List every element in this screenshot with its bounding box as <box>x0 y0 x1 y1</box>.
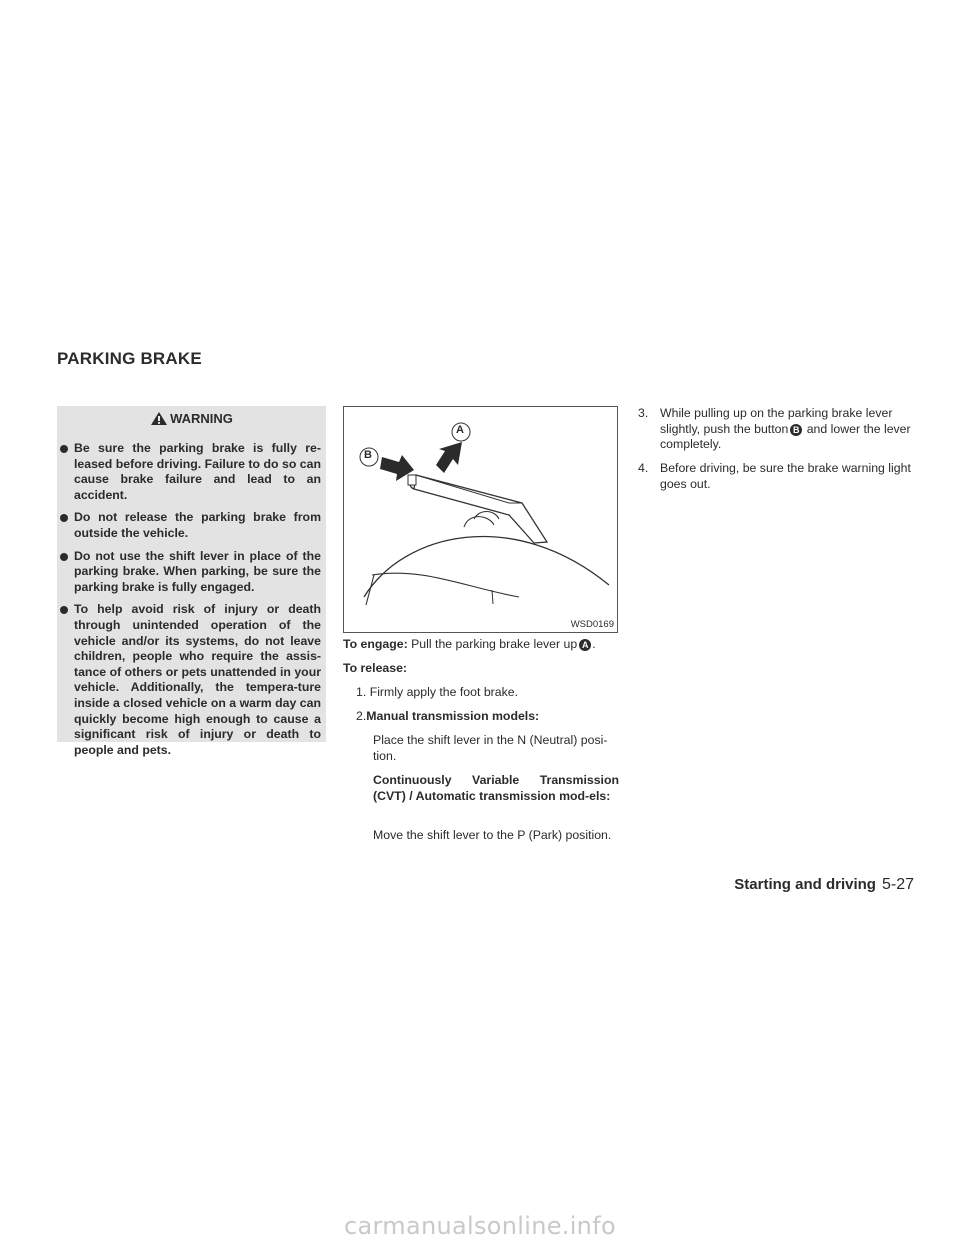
parking-brake-figure <box>343 406 618 633</box>
step-text: and lower the lever completely. <box>660 421 911 452</box>
marker-b-icon: B <box>790 424 802 436</box>
warning-bullet-text: Do not use the shift lever in place of the parking brake. When parking, be sure the parking brake is fully engaged. <box>74 548 321 594</box>
chapter-title: Starting and driving <box>734 876 876 893</box>
warning-bullet <box>57 441 321 503</box>
step-text: Firmly apply the foot brake. <box>369 685 518 699</box>
release-step-2-cvt: Move the shift lever to the P (Park) position. <box>373 828 612 842</box>
step-heading: Manual transmission models: <box>366 709 540 723</box>
step-number: 3. <box>638 406 649 420</box>
figure-label-a: A <box>456 424 464 436</box>
engage-label: To engage: <box>343 637 408 651</box>
parking-brake-illustration <box>344 407 617 632</box>
page-footer <box>734 876 914 894</box>
step-number: 2. <box>356 709 367 723</box>
warning-heading <box>57 408 326 430</box>
figure-code: WSD0169 <box>570 619 614 630</box>
release-step-3 <box>638 406 914 453</box>
release-step-4 <box>638 461 914 492</box>
engage-end: . <box>592 637 596 651</box>
warning-bullet <box>57 549 321 596</box>
engage-text: Pull the parking brake lever up <box>411 637 578 651</box>
warning-triangle-icon <box>150 411 168 426</box>
step-number: 4. <box>638 461 649 475</box>
step-text: Before driving, be sure the brake warning light goes out. <box>660 461 911 491</box>
release-step-2 <box>356 709 619 725</box>
figure-label-b: B <box>364 449 372 461</box>
warning-bullet <box>57 510 321 541</box>
marker-a-icon: A <box>579 639 591 651</box>
step-number: 1. <box>356 685 367 699</box>
warning-heading-text: WARNING <box>170 411 233 426</box>
warning-bullet-text: Be sure the parking brake is fully re-leased before driving. Failure to do so can cause brake failure and lead to an accident. <box>74 441 321 502</box>
warning-bullet-text: To help avoid risk of injury or death through unintended operation of the vehicle and/or its systems, do not leave children, people who require the assis-tance of others or pets unattended in your vehicle. Additionally, the tempera-ture inside a closed vehicle on a warm day can quickly become high enough to cause a significant risk of injury or death to people and pets. <box>74 602 321 757</box>
release-label: To release: <box>343 661 408 675</box>
warning-bullets <box>57 441 321 765</box>
warning-bullet-text: Do not release the parking brake from outside the vehicle. <box>74 510 321 540</box>
watermark: carmanualsonline.info <box>344 1212 616 1240</box>
engage-paragraph <box>343 637 619 653</box>
step-text: While pulling up on the parking brake lever slightly, push the button <box>660 406 893 436</box>
page-number: 5-27 <box>881 876 914 893</box>
warning-bullet <box>57 602 321 758</box>
release-step-2-manual: Place the shift lever in the N (Neutral) posi-tion. <box>373 733 608 763</box>
release-step-2-cvt-heading: Continuously Variable Transmission (CVT) / Automatic transmission mod-els: <box>373 773 619 803</box>
release-step-1 <box>356 685 619 701</box>
section-title: PARKING BRAKE <box>57 349 202 368</box>
